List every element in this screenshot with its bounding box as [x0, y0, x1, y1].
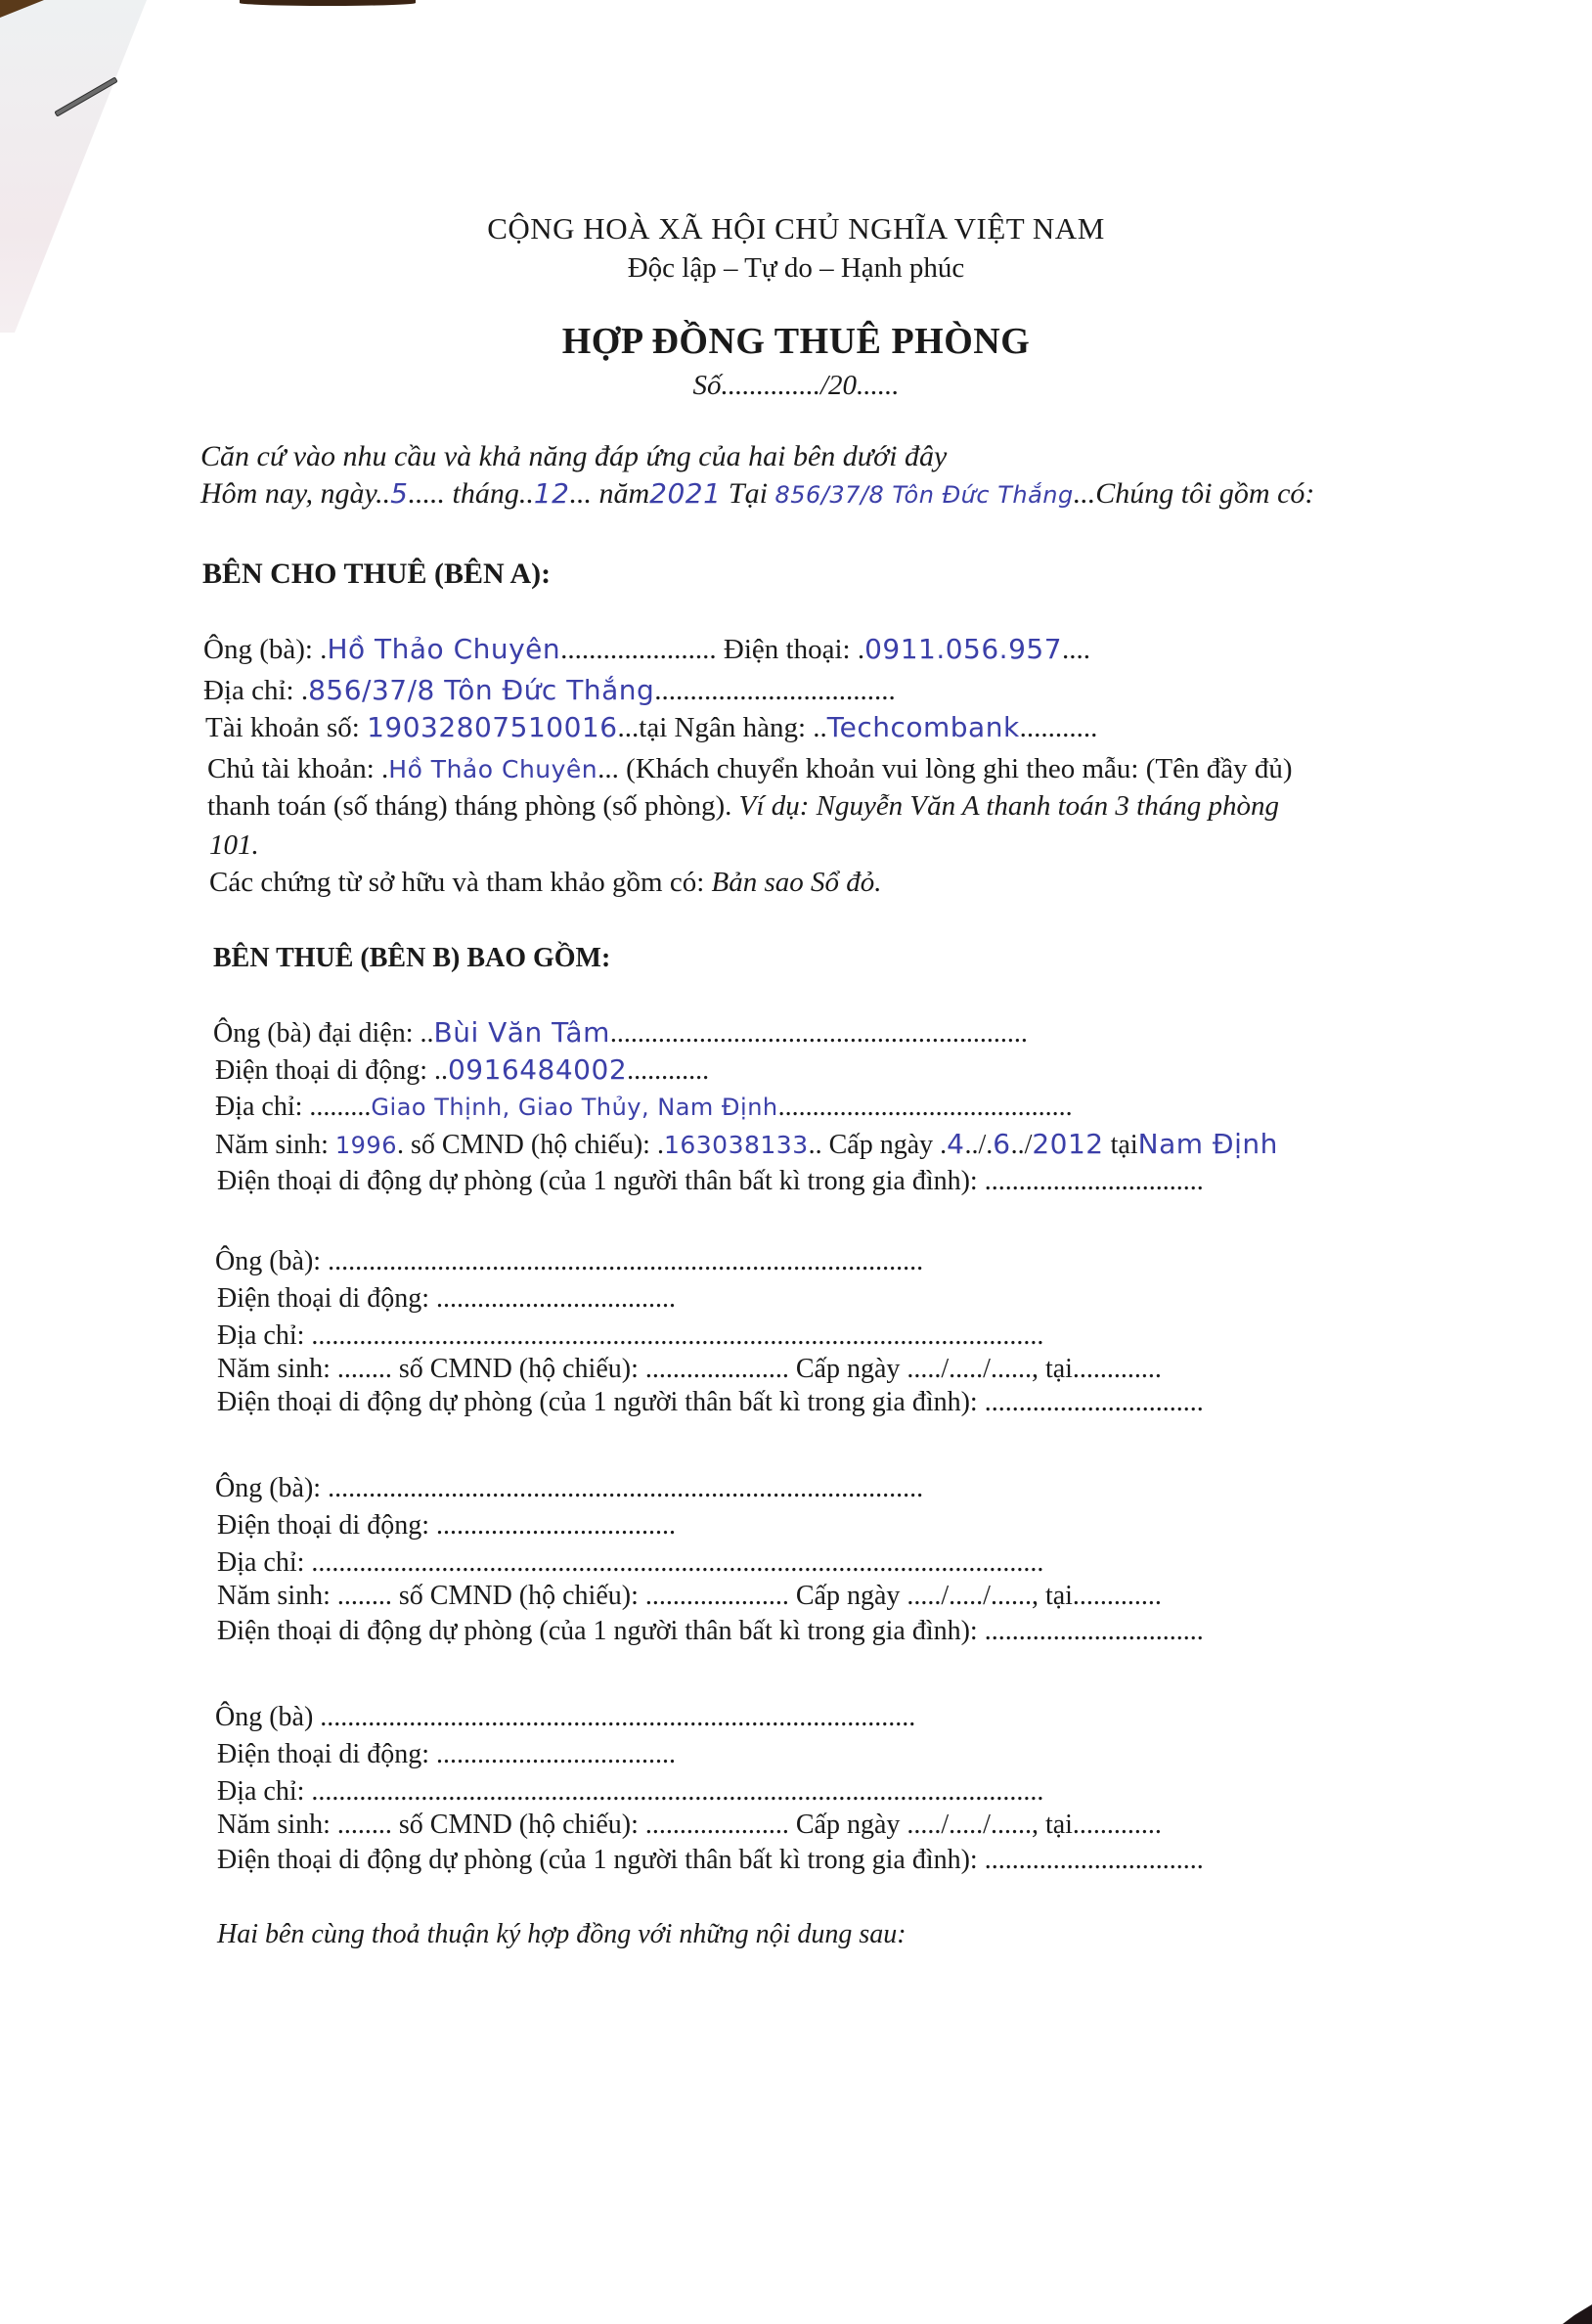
transfer-note-example: Ví dụ: Nguyễn Văn A thanh toán 3 tháng phòng: [738, 790, 1279, 822]
member-name-line[interactable]: Ông (bà): .......................................................................................: [215, 1246, 924, 1276]
transfer-note-line-3: 101.: [209, 829, 259, 861]
national-motto: Độc lập – Tự do – Hạnh phúc: [627, 252, 965, 284]
party-b-rep-name-label: Ông (bà) đại diện: ..: [213, 1018, 434, 1049]
member-backup-line[interactable]: Điện thoại di động dự phòng (của 1 người thân bất kì trong gia đình): ................................: [217, 1387, 1204, 1417]
member-id-line[interactable]: Năm sinh: ........ số CMND (hộ chiếu): ..................... Cấp ngày ...../...../......, tại.............: [217, 1354, 1162, 1384]
member-address-line[interactable]: Địa chỉ: ...........................................................................................................: [217, 1547, 1044, 1578]
party-b-heading: BÊN THUÊ (BÊN B) BAO GỒM:: [213, 943, 611, 973]
party-b-rep-address-field[interactable]: Giao Thịnh, Giao Thủy, Nam Định: [371, 1094, 778, 1121]
party-a-address-row: [203, 674, 896, 706]
party-b-rep-name-row: [213, 1016, 1028, 1049]
party-a-account-row: [205, 711, 1098, 743]
issue-place-label: tại: [1103, 1130, 1138, 1160]
transfer-note: ... (Khách chuyển khoản vui lòng ghi theo mẫu: (Tên đầy đủ): [597, 753, 1293, 784]
party-b-rep-backup-row: [217, 1168, 1204, 1195]
date-year-field[interactable]: 2021: [649, 477, 722, 510]
date-separator: ../: [1010, 1130, 1033, 1160]
member-address-line[interactable]: Địa chỉ: ...........................................................................................................: [217, 1320, 1044, 1351]
document-number: Số............../20......: [692, 370, 900, 401]
member-backup-line[interactable]: Điện thoại di động dự phòng (của 1 người thân bất kì trong gia đình): ................................: [217, 1616, 1204, 1646]
party-a-account-field[interactable]: 19032807510016: [367, 711, 618, 743]
issue-day-field[interactable]: 4: [947, 1128, 965, 1160]
party-b-rep-phone-label: Điện thoại di động: ..: [215, 1055, 448, 1086]
documents-label: Các chứng từ sở hữu và tham khảo gồm có:: [209, 867, 712, 898]
party-a-phone-label: Điện thoại: .: [716, 634, 865, 665]
agreement-statement: Hai bên cùng thoả thuận ký hợp đồng với những nội dung sau:: [217, 1919, 907, 1949]
birth-year-label: Năm sinh:: [215, 1130, 335, 1160]
id-number-label: . số CMND (hộ chiếu): .: [396, 1130, 664, 1160]
member-name-line[interactable]: Ông (bà) .......................................................................................: [215, 1702, 916, 1732]
dotted-line: ....: [1062, 634, 1091, 665]
dotted-line: ...........: [1019, 712, 1098, 743]
transfer-note-line-2: [207, 792, 1279, 821]
party-a-name-field[interactable]: Hồ Thảo Chuyên: [327, 633, 561, 665]
party-a-name-label: Ông (bà): .: [203, 634, 328, 665]
national-title: CỘNG HOÀ XÃ HỘI CHỦ NGHĨA VIỆT NAM: [487, 211, 1105, 246]
issue-date-label: .. Cấp ngày .: [808, 1130, 948, 1160]
party-a-documents-row: [209, 869, 882, 897]
issue-month-field[interactable]: 6: [993, 1128, 1011, 1160]
month-suffix: ... năm: [569, 477, 650, 510]
party-b-rep-id-row: [215, 1128, 1278, 1160]
place-prefix: Tại: [721, 477, 775, 510]
party-a-bank-label: ...tại Ngân hàng: ..: [617, 712, 827, 743]
member-phone-line[interactable]: Điện thoại di động: ...................................: [217, 1283, 676, 1314]
document-title: HỢP ĐỒNG THUÊ PHÒNG: [561, 321, 1031, 362]
date-month-field[interactable]: 12: [533, 477, 570, 510]
member-name-line[interactable]: Ông (bà): .......................................................................................: [215, 1473, 924, 1503]
place-field[interactable]: 856/37/8 Tôn Đức Thắng: [774, 481, 1074, 509]
party-a-address-field[interactable]: 856/37/8 Tôn Đức Thắng: [308, 674, 655, 706]
party-a-heading: BÊN CHO THUÊ (BÊN A):: [202, 558, 552, 590]
id-number-field[interactable]: 163038133: [663, 1131, 809, 1159]
backup-phone-label: Điện thoại di động dự phòng (của 1 người thân bất kì trong gia đình):: [217, 1166, 985, 1196]
party-a-address-label: Địa chỉ: .: [203, 675, 309, 706]
date-separator: ../.: [964, 1130, 994, 1160]
member-phone-line[interactable]: Điện thoại di động: ...................................: [217, 1739, 676, 1769]
party-a-holder-field[interactable]: Hồ Thảo Chuyên: [388, 755, 598, 783]
member-phone-line[interactable]: Điện thoại di động: ...................................: [217, 1510, 676, 1541]
birth-year-field[interactable]: 1996: [334, 1132, 397, 1159]
dotted-line: ............: [627, 1055, 710, 1086]
party-a-phone-field[interactable]: 0911.056.957: [864, 633, 1063, 665]
issue-place-field[interactable]: Nam Định: [1137, 1128, 1278, 1160]
dotted-line: ......................: [560, 634, 717, 665]
party-a-holder-label: Chủ tài khoản: .: [207, 753, 389, 784]
party-b-rep-name-field[interactable]: Bùi Văn Tâm: [433, 1016, 610, 1049]
dotted-line: .............................................................: [609, 1018, 1028, 1049]
dotted-line: ...........................................: [777, 1092, 1073, 1122]
date-day-field[interactable]: 5: [390, 477, 409, 510]
place-suffix: ...Chúng tôi gồm có:: [1073, 477, 1315, 510]
backup-phone-field[interactable]: ................................: [984, 1166, 1204, 1196]
member-id-line[interactable]: Năm sinh: ........ số CMND (hộ chiếu): ..................... Cấp ngày ...../...../......, tại.............: [217, 1810, 1162, 1840]
member-address-line[interactable]: Địa chỉ: ...........................................................................................................: [217, 1776, 1044, 1807]
documents-value: Bản sao Sổ đỏ.: [711, 867, 882, 898]
date-prefix: Hôm nay, ngày..: [200, 477, 391, 510]
issue-year-field[interactable]: 2012: [1032, 1128, 1104, 1160]
party-b-rep-phone-row: [215, 1053, 710, 1086]
dotted-line: ..................................: [654, 675, 896, 706]
member-id-line[interactable]: Năm sinh: ........ số CMND (hộ chiếu): ..................... Cấp ngày ...../...../......, tại.............: [217, 1581, 1162, 1611]
party-a-account-label: Tài khoản số:: [205, 712, 368, 743]
party-b-rep-address-label: Địa chỉ: .........: [215, 1092, 372, 1122]
transfer-note-plain: thanh toán (số tháng) tháng phòng (số phòng).: [207, 790, 739, 822]
day-suffix: ..... tháng..: [408, 477, 534, 510]
party-a-bank-field[interactable]: Techcombank: [826, 711, 1020, 743]
preamble-basis: Căn cứ vào nhu cầu và khả năng đáp ứng của hai bên dưới đây: [200, 440, 948, 472]
member-backup-line[interactable]: Điện thoại di động dự phòng (của 1 người thân bất kì trong gia đình): ................................: [217, 1845, 1204, 1875]
party-b-rep-phone-field[interactable]: 0916484002: [447, 1053, 628, 1086]
party-a-name-row: [203, 633, 1091, 665]
party-a-holder-row: [207, 755, 1292, 783]
party-b-rep-address-row: [215, 1094, 1073, 1121]
preamble-date-line: [200, 479, 1314, 509]
